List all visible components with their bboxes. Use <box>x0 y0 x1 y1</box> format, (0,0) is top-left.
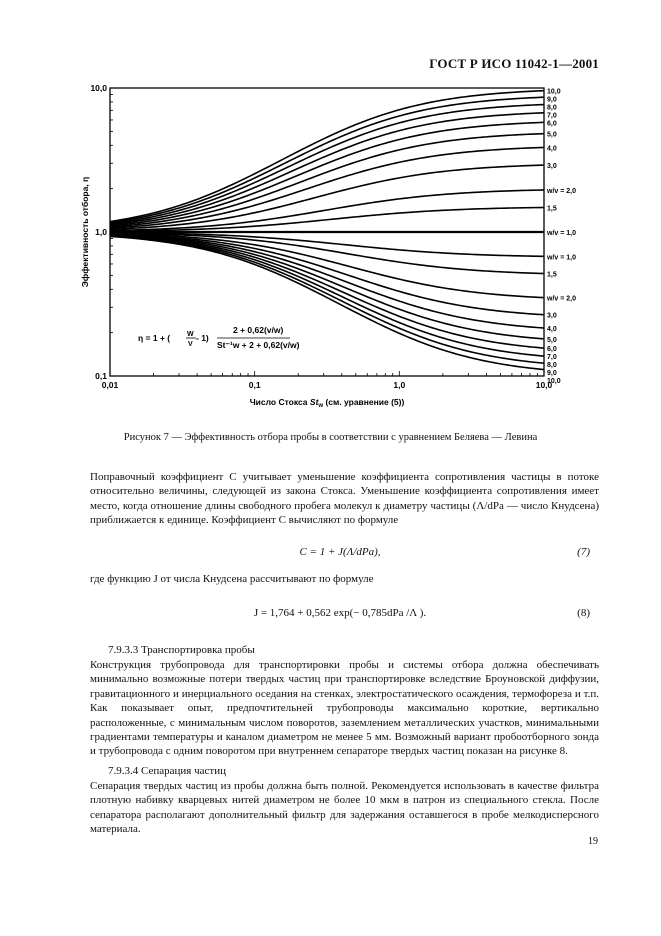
y-tick-label: 0,1 <box>95 371 107 381</box>
right-curve-label: 10,0 <box>547 88 561 96</box>
page-number: 19 <box>588 836 598 847</box>
figure-caption: Рисунок 7 — Эффективность отбора пробы в соответствии с уравнением Беляева — Левина <box>123 432 538 443</box>
paragraph-text: где функцию J от числа Кнудсена рассчитывают по формуле <box>90 573 374 585</box>
right-curve-label: 10,0 <box>547 378 561 386</box>
formula-7-number: (7) <box>577 546 590 558</box>
section-heading-separation: 7.9.3.4 Сепарация частиц <box>108 765 226 777</box>
right-curve-label: 5,0 <box>547 336 557 344</box>
x-label-symbol: St <box>309 397 319 407</box>
formula-8 <box>90 607 590 623</box>
right-curve-label: 6,0 <box>547 120 557 128</box>
chart-right-labels <box>546 89 576 385</box>
x-tick-label: 1,0 <box>393 380 406 390</box>
paragraph-knudsen-function <box>90 572 599 586</box>
chart-svg <box>70 78 590 418</box>
right-curve-label: w/v = 2,0 <box>547 295 576 303</box>
paragraph-separation <box>90 779 599 837</box>
right-curve-label: 9,0 <box>547 370 557 378</box>
formula-7 <box>90 546 590 562</box>
eq-mid: - 1) <box>196 333 209 343</box>
right-curve-label: 7,0 <box>547 112 557 120</box>
x-tick-label: 0,01 <box>101 380 119 390</box>
formula-8-number: (8) <box>577 607 590 619</box>
right-curve-label: 1,5 <box>547 271 557 279</box>
x-label-sub: w <box>318 403 324 409</box>
paragraph-text: Поправочный коэффициент C учитывает уменьшение коэффициента сопротивления частицы в потоке относительно величины, следующей из закона Стокса. Уменьшение коэффициента сопротивления имеет место, когда отношение длины свободного пробега молекул к диаметру частицы (Λ/dPa — число Кнудсена) приближается к единице. Коэффициент C вычисляют по формуле <box>90 471 599 527</box>
x-label-main: Число Стокса <box>249 397 310 407</box>
eq-w: W <box>187 331 194 338</box>
x-axis-label <box>250 397 405 409</box>
right-curve-label: 9,0 <box>547 96 557 104</box>
paragraph-text: Конструкция трубопровода для транспортировки пробы и системы отбора должна обеспечивать минимально возможные потери твердых частиц при транспортировке вследствие Броуновской диффузии, гравитационного и инерциального оседания на стенках, электростатического осаждения, термофореза и т.п. Как показывает опыт, предпочтительней трубопроводы максимально короткие, вертикально расположенные, с минимальным числом поворотов, заземлением металлических участков, минимальными градиентами температуры и каналом диаметром не менее 5 мм. Возможный вариант пробоотборного зонда и трубопровода с одним поворотом при внутреннем сепараторе твердых частиц показан на рисунке 8. <box>90 659 599 758</box>
standard-header: ГОСТ Р ИСО 11042-1—2001 <box>429 56 599 71</box>
y-tick-label: 1,0 <box>95 227 107 237</box>
right-curve-label: w/v = 2,0 <box>547 187 576 195</box>
right-curve-label: w/v = 1,0 <box>547 254 576 262</box>
eq-denominator: St⁻¹w + 2 + 0,62(v/w) <box>217 340 300 350</box>
series-line-1 <box>110 97 544 222</box>
right-curve-label: 6,0 <box>547 346 557 354</box>
x-tick-label: 10,0 <box>535 380 553 390</box>
eq-v: V <box>188 341 193 348</box>
right-curve-label: 8,0 <box>547 104 557 112</box>
series-line-18 <box>110 236 544 356</box>
right-curve-label: 3,0 <box>547 312 557 320</box>
right-curve-label: 8,0 <box>547 362 557 370</box>
x-tick-label: 0,1 <box>248 380 261 390</box>
right-curve-label: 7,0 <box>547 354 557 362</box>
series-line-20 <box>110 236 544 369</box>
eq-numerator: 2 + 0,62(v/w) <box>233 325 284 335</box>
formula-8-body: J = 1,764 + 0,562 exp(− 0,785dPa /Λ ). <box>253 607 427 619</box>
right-curve-label: 4,0 <box>547 326 557 334</box>
right-curve-label: 4,0 <box>547 145 557 153</box>
sampling-efficiency-chart <box>70 78 590 418</box>
chart-equation <box>138 325 300 350</box>
paragraph-text: Сепарация твердых частиц из пробы должна быть полной. Рекомендуется использовать в качестве фильтра плотную набивку кварцевых нитей диаметром не более 10 мкм в патрон из специального стекла. После сепаратора располагают дополнительный фильтр для задержания оставшегося в пробе мелкодисперсного материала. <box>90 780 599 836</box>
y-axis-label: Эффективность отбора, η <box>80 176 90 288</box>
section-heading-transport: 7.9.3.3 Транспортировка пробы <box>108 644 255 656</box>
paragraph-correction-coefficient <box>90 470 599 528</box>
paragraph-transport <box>90 658 599 759</box>
x-label-tail: (см. уравнение (5)) <box>323 397 405 407</box>
right-curve-label: w/v = 1,0 <box>547 230 576 237</box>
series-line-15 <box>110 234 544 328</box>
right-curve-label: 1,5 <box>547 205 557 213</box>
right-curve-label: 3,0 <box>547 163 557 171</box>
chart-curves <box>110 91 544 370</box>
right-curve-label: 5,0 <box>547 131 557 139</box>
y-tick-label: 10,0 <box>90 83 107 93</box>
eq-lhs: η = 1 + ( <box>138 333 171 343</box>
formula-7-body: C = 1 + J(Λ/dPa), <box>299 546 381 558</box>
series-line-5 <box>110 134 544 227</box>
